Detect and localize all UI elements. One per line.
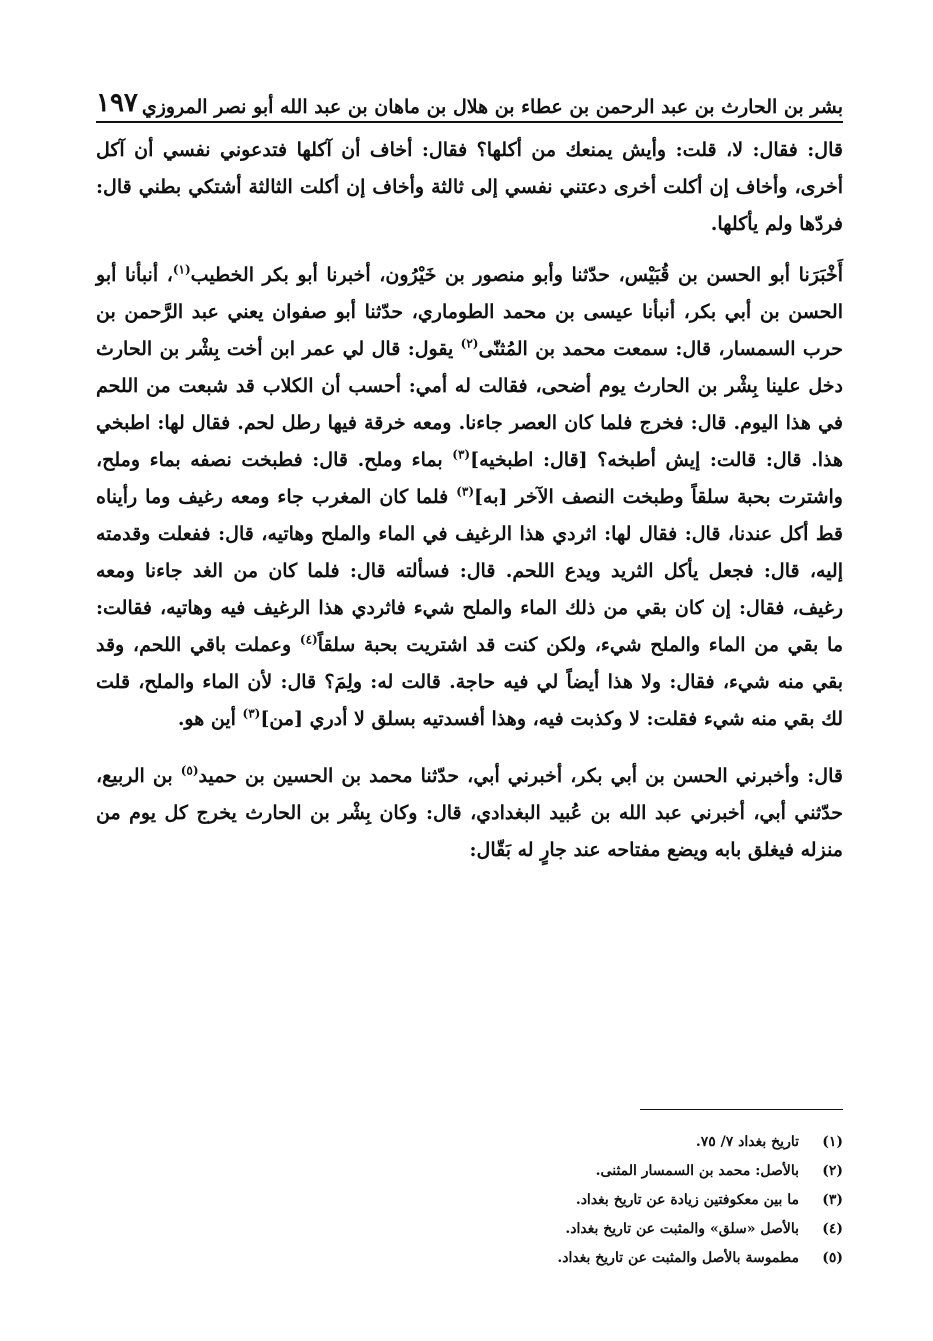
paragraph-text: فلما كان المغرب جاء ومعه رغيف وما رأيناه قط أكل عندنا، قال: فقال لها: اثردي هذا الرغيف في الماء والملح وهاتيه، قال: ففعلت وقدمته إليه، قال: فجعل يأكل الثريد ويدع اللحم. قال: فسألته قال: فلما كان من الغد جاءنا ومعه رغيف، فقال: إن كان بقي من ذلك الماء والملح شيء فاثردي هذا الرغيف فيه وهاتيه، فقالت: ما بقي من الماء والملح شيء، ولكن كنت قد اشتريت بحبة سلقاً [96,486,844,656]
paragraph-lead-word: قال: [807,765,843,787]
footnote-ref[interactable]: (٤) [299,632,318,647]
footnote-text: ما بين معكوفتين زيادة عن تاريخ بغداد. [575,1192,799,1208]
footnotes-list [96,1128,843,1273]
footnote-ref[interactable]: (٣) [242,706,261,721]
footnote-ref[interactable]: (٣) [452,447,471,462]
footnote-ref[interactable]: (١) [172,262,191,277]
paragraph-text: بن الربيع، حدّثني أبي، أخبرني عبد الله بن عُبيد البغدادي، قال: وكان بِشْر بن الحارث يخرج كل يوم من منزله فيغلق بابه ويضع مفتاحه عند جارٍ له بَقّال: [96,765,843,861]
footnote-number: (١) [822,1134,843,1150]
footnote-item [96,1215,843,1244]
footnote-text: بالأصل «سلق» والمثبت عن تاريخ بغداد. [565,1221,799,1237]
page-number: ١٩٧ [96,88,138,118]
footnote-item [96,1186,843,1215]
paragraph-text: بماء وملح. قال: فطبخت نصفه بماء وملح، واشترت بحبة سلقاً وطبخت النصف الآخر [به] [96,449,843,508]
footnote-number: (٣) [822,1192,843,1208]
footnote-ref[interactable]: (٢) [460,336,479,351]
paragraph-text: وأخبرني الحسن بن أبي بكر، أخبرني أبي، حدّثنا محمد بن الحسين بن حميد [198,765,808,787]
footnote-text: مطموسة بالأصل والمثبت عن تاريخ بغداد. [557,1250,799,1266]
paragraph-2 [96,257,843,738]
footnote-item [96,1128,843,1157]
footnote-text: تاريخ بغداد ٧/ ٧٥. [695,1134,799,1150]
main-text [96,132,843,869]
footnote-number: (٢) [822,1163,843,1179]
paragraph-text: ، أنبأنا أبو الحسن بن أبي بكر، أنبأنا عيسى بن محمد الطوماري، حدّثنا أبو صفوان يعني عبد الرَّحمن بن حرب السمسار، قال: سمعت محمد بن المُثنّى [96,264,843,360]
footnote-text: بالأصل: محمد بن السمسار المثنى. [595,1163,799,1179]
paragraph-3 [96,758,843,869]
paragraph-text: أين هو. [177,708,243,730]
footnote-divider [640,1109,843,1110]
paragraph-text: وعملت باقي اللحم، وقد بقي منه شيء، فقال: ولا هذا أيضاً لي فيه حاجة. قالت له: ولِمَ؟ قال: لأن الماء والملح، قلت لك بقي منه شيء فقلت: لا وكذبت فيه، وهذا أفسدتيه بسلق لا أدري [من] [96,634,843,730]
paragraph-1 [96,132,843,243]
paragraph-text: يقول: قال لي عمر ابن أخت بِشْر بن الحارث دخل علينا بِشْر بن الحارث يوم أضحى، فقالت له أمي: أحسب أن الكلاب قد شبعت من اللحم في هذا اليوم. قال: فخرج فلما كان العصر جاءنا. ومعه خرقة فيها رطل لحم. فقال لها: اطبخي هذا. قال: قالت: إيش أطبخه؟ [قال: اطبخيه] [96,338,843,471]
paragraph-lead-word: أَخْبَرَنا [798,264,843,286]
running-title: بشر بن الحارث بن عبد الرحمن بن عطاء بن هلال بن ماهان بن عبد الله أبو نصر المروزي [141,96,843,118]
footnote-item [96,1157,843,1186]
paragraph-text: أبو الحسن بن قُبَيْس، حدّثنا وأبو منصور بن خَيْرُون، أخبرنا أبو بكر الخطيب [190,264,791,286]
header-divider [96,121,843,123]
footnote-item [96,1244,843,1273]
footnote-number: (٥) [822,1250,843,1266]
footnote-number: (٤) [822,1221,843,1237]
footnote-ref[interactable]: (٣) [456,484,475,499]
footnote-ref[interactable]: (٥) [180,763,199,778]
paragraph-text: قال: فقال: لا، قلت: وأيش يمنعك من أكلها؟ فقال: أخاف أن آكلها فتدعوني نفسي أن آكل أخرى، وأخاف إن أكلت أخرى دعتني نفسي إلى ثالثة وأخاف إن أكلت الثالثة أشتكي بطني قال: فردّها ولم يأكلها. [96,139,843,235]
page-header [96,78,843,118]
